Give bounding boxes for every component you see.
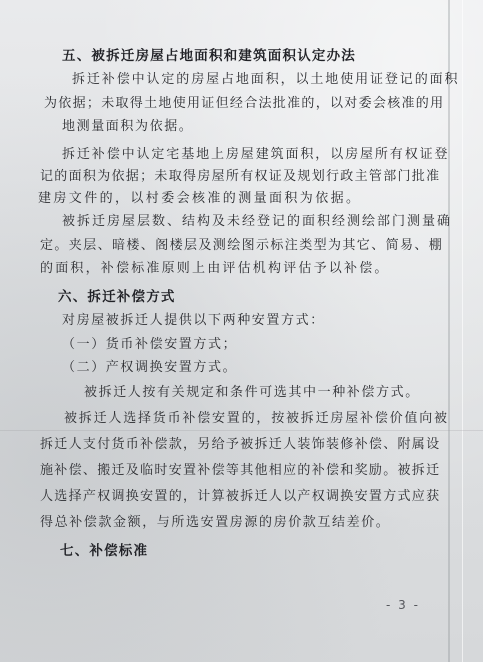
paragraph-line: 对房屋被拆迁人提供以下两种安置方式： [62, 313, 325, 328]
section-7-heading: 七、补偿标准 [60, 543, 149, 559]
paragraph-line: 人选择产权调换安置的，计算被拆迁人以产权调换安置方式应获 [40, 489, 441, 504]
paragraph-line: 的面积，补偿标准原则上由评估机构评估予以补偿。 [40, 261, 390, 276]
paper-crease [0, 430, 483, 431]
paragraph-line: 建房文件的，以村委会核准的测量面积为依据。 [38, 191, 362, 206]
section-6-heading: 六、拆迁补偿方式 [58, 289, 176, 305]
option-item: （二）产权调换安置方式。 [62, 360, 238, 375]
section-5-heading: 五、被拆迁房屋占地面积和建筑面积认定办法 [62, 48, 356, 64]
option-item: （一）货币补偿安置方式； [62, 337, 238, 352]
page-number: - 3 - [386, 598, 420, 612]
paragraph-line: 被拆迁人选择货币补偿安置的，按被拆迁房屋补偿价值向被 [64, 411, 449, 426]
paragraph-line: 记的面积为依据；未取得房屋所有权证及规划行政主管部门批准 [40, 169, 441, 184]
paragraph-line: 施补偿、搬迁及临时安置补偿等其他相应的补偿和奖励。被拆迁 [40, 463, 441, 478]
paragraph-line: 地测量面积为依据。 [62, 119, 194, 134]
paragraph-line: 得总补偿款金额，与所选安置房源的房价款互结差价。 [40, 515, 391, 530]
paragraph-line: 拆迁人支付货币补偿款，另给予被拆迁人装饰装修补偿、附属设 [40, 437, 441, 452]
paragraph-line: 被拆迁房屋层数、结构及未经登记的面积经测绘部门测量确 [62, 214, 453, 229]
paragraph-line: 拆迁补偿中认定的房屋占地面积，以土地使用证登记的面积 [72, 72, 460, 87]
paragraph-line: 被拆迁人按有关规定和条件可选其中一种补偿方式。 [84, 385, 420, 400]
paragraph-line: 拆迁补偿中认定宅基地上房屋建筑面积，以房屋所有权证登 [62, 147, 450, 162]
paragraph-line: 定。夹层、暗楼、阁楼层及测绘图示标注类型为其它、简易、棚 [40, 238, 444, 253]
paragraph-line: 为依据；未取得土地使用证但经合法批准的，以对委会核准的用 [44, 96, 445, 111]
paper-crease [462, 0, 463, 662]
paper-crease [448, 0, 450, 662]
